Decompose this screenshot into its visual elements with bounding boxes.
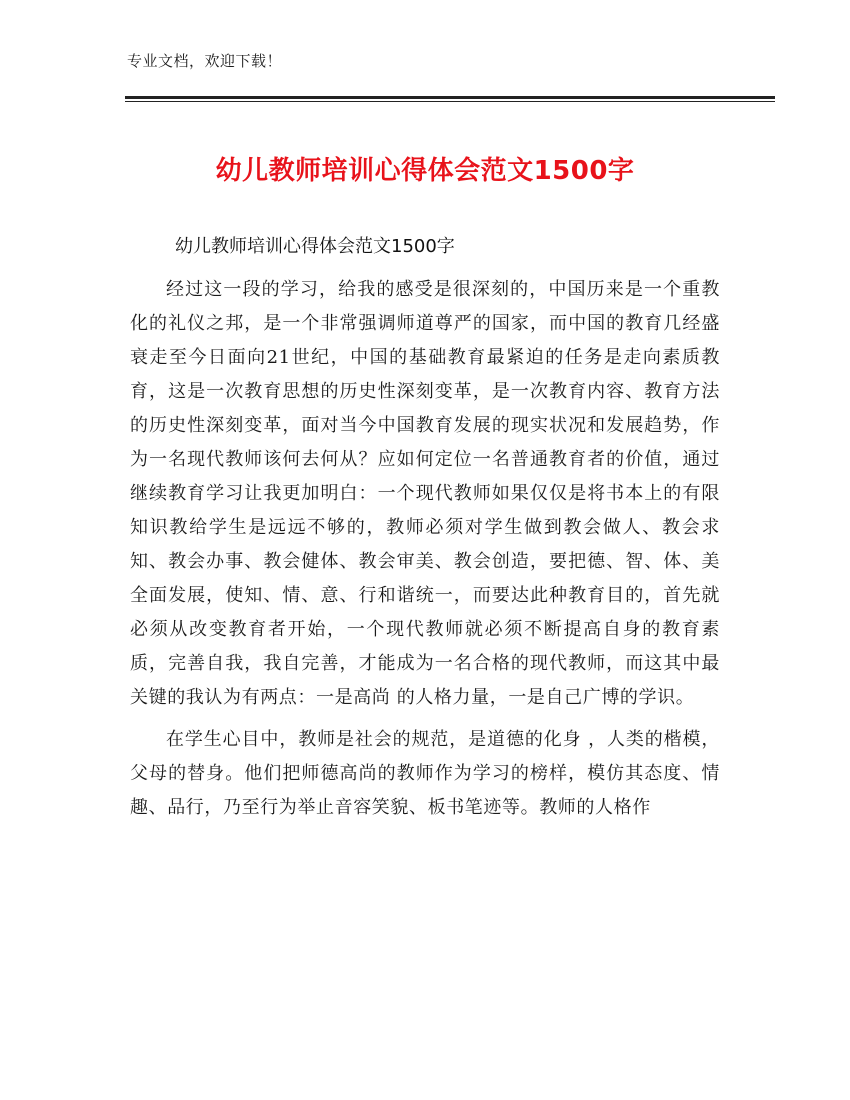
header-divider-thick <box>125 96 775 99</box>
document-title: 幼儿教师培训心得体会范文1500字 <box>215 156 635 186</box>
header-divider-thin <box>125 101 775 102</box>
document-body <box>130 273 720 825</box>
paragraph: 经过这一段的学习，给我的感受是很深刻的，中国历来是一个重教化的礼仪之邦，是一个非常强调师道尊严的国家，而中国的教育几经盛衰走至今日面向21世纪，中国的基础教育最紧迫的任务是走向素质教育，这是一次教育思想的历史性深刻变革，是一次教育内容、教育方法的历史性深刻变革，面对当今中国教育发展的现实状况和发展趋势，作为一名现代教师该何去何从？应如何定位一名普通教育者的价值，通过继续教育学习让我更加明白：一个现代教师如果仅仅是将书本上的有限知识教给学生是远远不够的，教师必须对学生做到教会做人、教会求知、教会办事、教会健体、教会审美、教会创造，要把德、智、体、美全面发展，使知、情、意、行和谐统一，而要达此种教育目的，首先就必须从改变教育者开始，一个现代教师就必须不断提高自身的教育素质，完善自我，我自完善，才能成为一名合格的现代教师，而这其中最关键的我认为有两点：一是高尚 的人格力量，一是自己广博的学识。 <box>130 279 720 708</box>
header-note: 专业文档，欢迎下载！ <box>127 52 283 70</box>
document-subtitle: 幼儿教师培训心得体会范文1500字 <box>175 236 455 257</box>
paragraph: 在学生心目中，教师是社会的规范，是道德的化身 ，人类的楷模，父母的替身。他们把师德高尚的教师作为学习的榜样，模仿其态度、情趣、品行，乃至行为举止音容笑貌、板书笔迹等。教师的人格作 <box>130 729 720 818</box>
